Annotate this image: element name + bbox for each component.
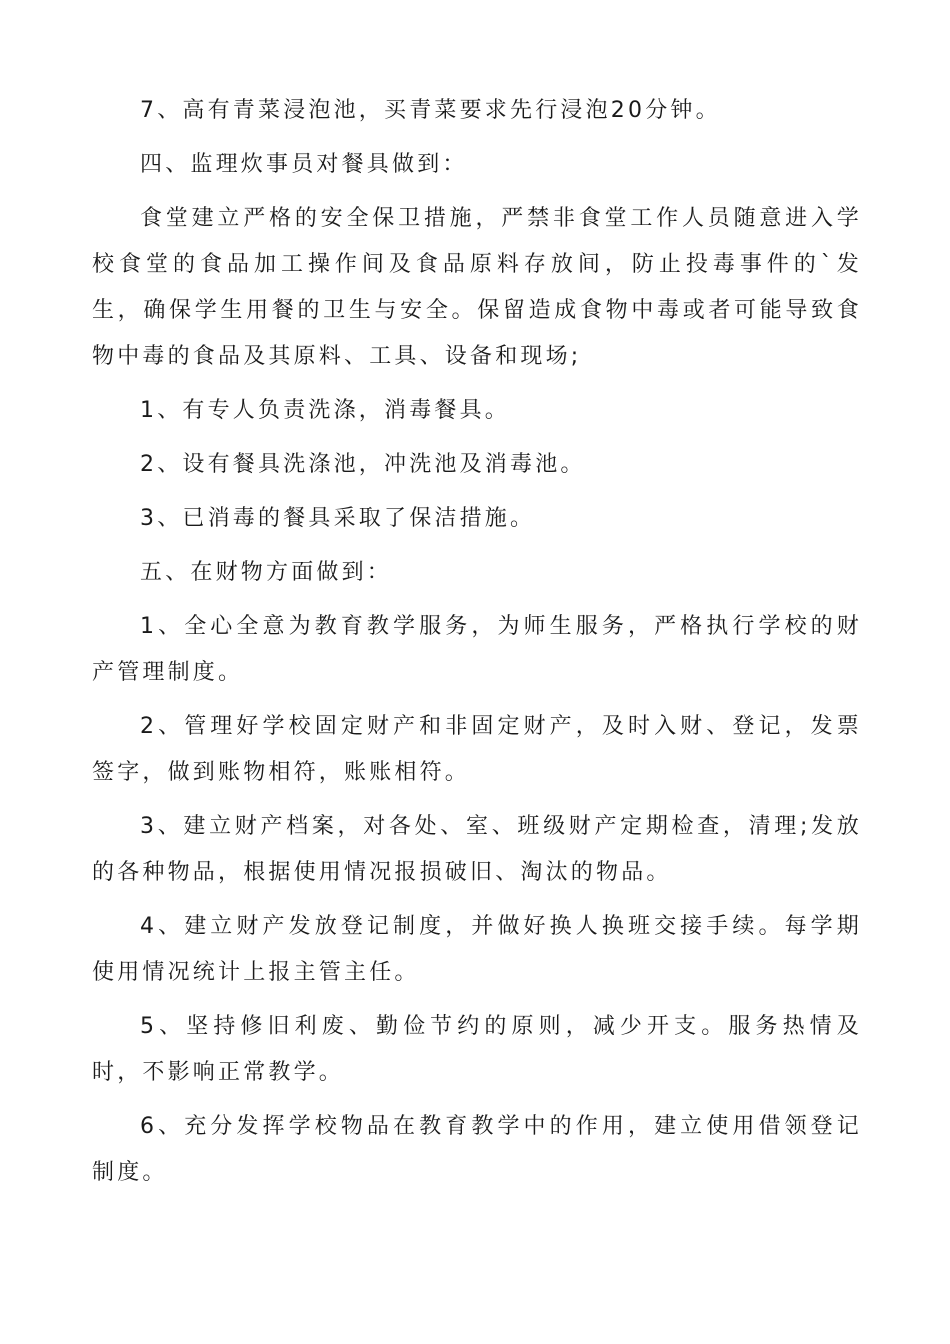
paragraph-item-1-washing: 1、有专人负责洗涤，消毒餐具。 [140,398,510,423]
paragraph-canteen-security: 食堂建立严格的安全保卫措施，严禁非食堂工作人员随意进入学校食堂的食品加工操作间及食品原料存放间，防止投毒事件的`发生，确保学生用餐的卫生与安全。保留造成食物中毒或者可能导致食物中毒的食品及其原料、工具、设备和现场; [92,206,862,369]
paragraph-property-item-5: 5、坚持修旧利废、勤俭节约的原则，减少开支。服务热情及时，不影响正常教学。 [92,1014,862,1085]
paragraph-item-2-pools: 2、设有餐具洗涤池，冲洗池及消毒池。 [140,452,586,477]
paragraph-property-item-1: 1、全心全意为教育教学服务，为师生服务，严格执行学校的财产管理制度。 [92,614,862,685]
section-heading-five: 五、在财物方面做到： [140,560,393,585]
paragraph-item-7-vegetable-soaking: 7、高有青菜浸泡池，买青菜要求先行浸泡20分钟。 [140,98,721,123]
paragraph-property-item-2: 2、管理好学校固定财产和非固定财产，及时入财、登记，发票签字，做到账物相符，账账相符。 [92,714,862,785]
section-heading-four: 四、监理炊事员对餐具做到： [140,152,468,177]
paragraph-property-item-3: 3、建立财产档案，对各处、室、班级财产定期检查，清理;发放的各种物品，根据使用情况报损破旧、淘汰的物品。 [92,814,862,885]
paragraph-property-item-6: 6、充分发挥学校物品在教育教学中的作用，建立使用借领登记制度。 [92,1114,862,1185]
document-body [92,88,862,1204]
paragraph-property-item-4: 4、建立财产发放登记制度，并做好换人换班交接手续。每学期使用情况统计上报主管主任。 [92,914,862,985]
paragraph-item-3-cleaning: 3、已消毒的餐具采取了保洁措施。 [140,506,536,531]
